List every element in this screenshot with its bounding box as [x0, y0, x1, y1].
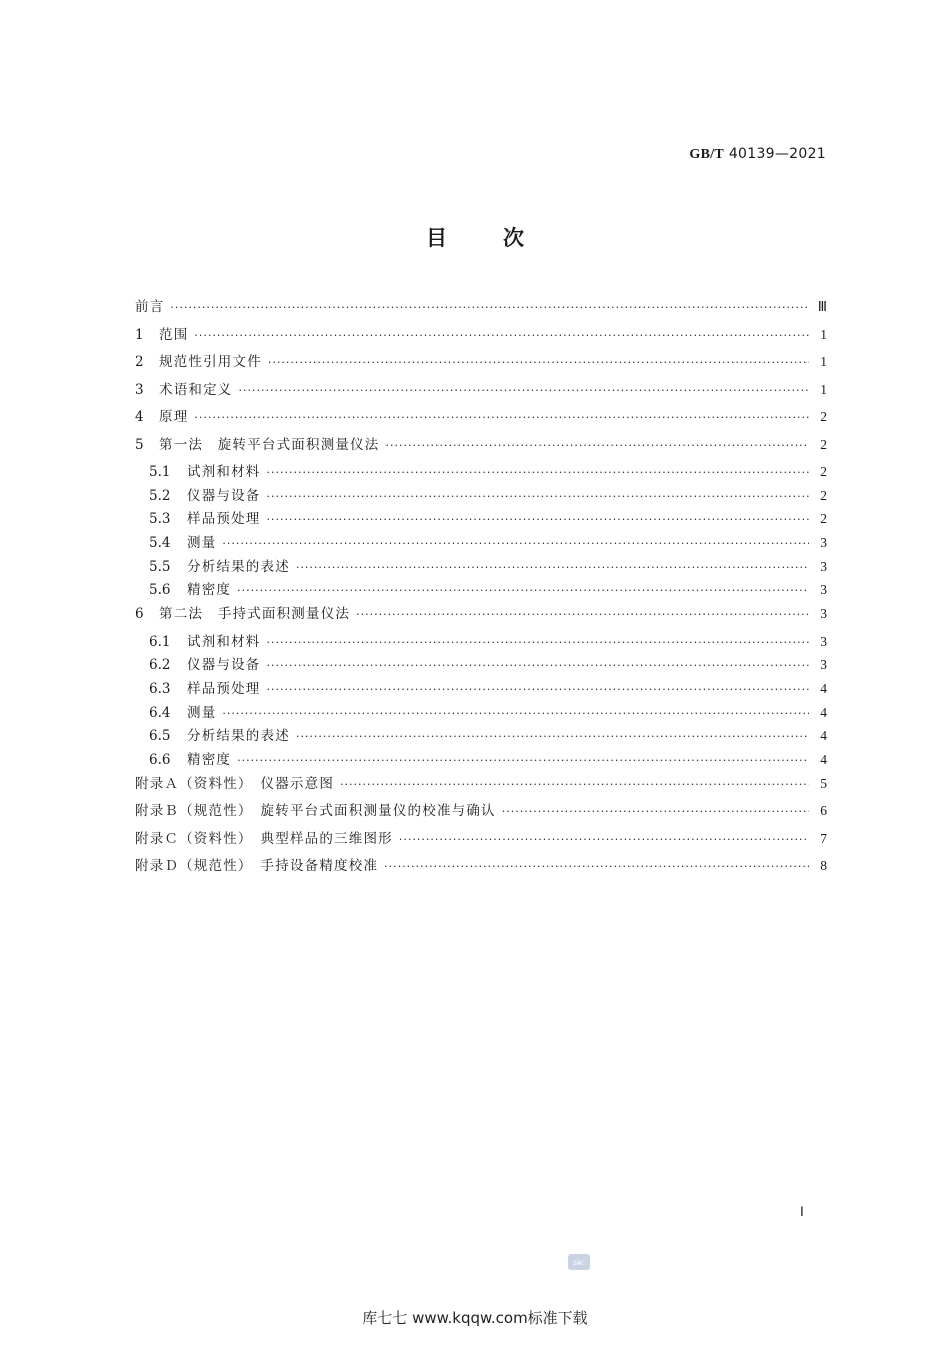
standard-code: 40139—2021 [728, 146, 826, 162]
toc-entry[interactable] [135, 508, 827, 532]
toc-entry-number: 4 [135, 409, 144, 425]
standard-prefix: GB/T [689, 147, 725, 162]
toc-entry-page: 6 [820, 803, 827, 819]
toc-entry-number: 5.6 [149, 582, 171, 599]
toc-entry-number: 6.3 [149, 681, 171, 697]
toc-leader-dots [194, 407, 809, 429]
toc-entry[interactable] [135, 725, 827, 749]
toc-entry-label: 附录Ｃ（资料性） 典型样品的三维图形 [135, 830, 393, 847]
toc-entry-number: 5.2 [149, 487, 171, 504]
toc-leader-dots [296, 726, 809, 748]
toc-entry-label: 附录Ｄ（规范性） 手持设备精度校准 [135, 858, 379, 875]
toc-entry-number: 1 [135, 326, 144, 343]
toc-entry-page: 4 [820, 681, 827, 696]
toc-leader-dots [386, 435, 810, 457]
toc-entry-label: 附录Ｂ（规范性） 旋转平台式面积测量仪的校准与确认 [135, 803, 496, 820]
toc-entry-label: 仪器与设备 [187, 657, 261, 674]
table-of-contents [135, 296, 827, 883]
toc-entry[interactable] [135, 434, 827, 462]
toc-entry-label: 试剂和材料 [187, 464, 261, 480]
toc-entry-page: 3 [820, 606, 827, 622]
toc-leader-dots [267, 632, 810, 654]
toc-entry-label: 测量 [187, 704, 217, 721]
toc-entry-number: 3 [135, 381, 144, 398]
toc-entry-number: 5 [135, 436, 144, 453]
toc-entry[interactable] [135, 532, 827, 556]
toc-entry-label: 样品预处理 [187, 511, 261, 528]
toc-leader-dots [237, 750, 809, 772]
toc-entry-label: 术语和定义 [159, 381, 233, 398]
toc-entry[interactable] [135, 749, 827, 773]
toc-entry[interactable] [135, 855, 827, 883]
toc-entry[interactable] [135, 631, 827, 655]
footer-download-note: 库七七 www.kqqw.com标准下载 [362, 1309, 588, 1327]
toc-leader-dots [384, 856, 809, 878]
toc-entry[interactable] [135, 461, 827, 485]
page-title [0, 222, 950, 252]
toc-entry-label: 附录Ａ（资料性） 仪器示意图 [135, 775, 335, 792]
toc-entry-page: 4 [820, 752, 827, 768]
toc-leader-dots [340, 774, 809, 796]
toc-entry[interactable] [135, 485, 827, 509]
title-char-2: 次 [503, 226, 524, 250]
toc-entry[interactable] [135, 800, 827, 828]
toc-entry-page: 4 [820, 728, 827, 744]
toc-entry-page: 2 [820, 409, 827, 424]
toc-entry-page: 2 [820, 436, 827, 452]
toc-leader-dots [296, 557, 809, 579]
toc-entry-label: 样品预处理 [187, 681, 261, 697]
toc-leader-dots [356, 604, 809, 626]
toc-entry-page: 2 [820, 464, 827, 479]
toc-entry-page: 8 [820, 858, 827, 874]
toc-leader-dots [267, 486, 810, 508]
toc-entry[interactable] [135, 324, 827, 352]
toc-entry-page: 3 [820, 582, 827, 598]
toc-entry-label: 规范性引用文件 [159, 354, 262, 370]
toc-entry-number: 2 [135, 354, 144, 370]
toc-entry[interactable] [135, 351, 827, 379]
toc-entry-page: 3 [820, 558, 827, 574]
toc-entry-label: 分析结果的表述 [187, 728, 290, 745]
toc-entry[interactable] [135, 579, 827, 603]
toc-entry-label: 测量 [187, 535, 217, 552]
toc-leader-dots [222, 533, 809, 555]
toc-entry[interactable] [135, 379, 827, 407]
toc-entry-page: 7 [820, 830, 827, 846]
toc-entry-label: 精密度 [187, 752, 232, 769]
toc-leader-dots [399, 829, 809, 851]
toc-entry-page: 5 [820, 775, 827, 791]
toc-leader-dots [267, 655, 810, 677]
toc-entry[interactable] [135, 603, 827, 631]
toc-entry-number: 5.3 [149, 511, 171, 528]
toc-leader-dots [222, 703, 809, 725]
toc-entry-page: 3 [820, 633, 827, 649]
standard-number [689, 146, 826, 163]
toc-leader-dots [237, 580, 809, 602]
toc-entry-label: 范围 [159, 326, 189, 343]
toc-entry-page: 4 [820, 704, 827, 720]
toc-entry-number: 6.6 [149, 752, 171, 769]
toc-entry-page: 1 [820, 326, 827, 342]
toc-leader-dots [268, 352, 809, 374]
svg-text:SAC: SAC [572, 1260, 586, 1267]
toc-entry[interactable] [135, 773, 827, 801]
toc-entry[interactable] [135, 678, 827, 702]
toc-entry-number: 6.2 [149, 657, 171, 674]
toc-entry-page: 1 [820, 354, 827, 369]
toc-entry-label: 前言 [135, 299, 165, 315]
toc-leader-dots [239, 380, 810, 402]
sac-logo-icon [567, 1252, 591, 1272]
toc-entry-page: 2 [820, 487, 827, 503]
toc-entry-number: 6.5 [149, 728, 171, 745]
toc-leader-dots [194, 325, 809, 347]
toc-entry-label: 原理 [159, 409, 189, 425]
toc-entry-number: 5.1 [149, 464, 171, 480]
toc-leader-dots [267, 462, 810, 484]
toc-leader-dots [502, 801, 809, 823]
toc-entry[interactable] [135, 406, 827, 434]
title-char-1: 目 [426, 226, 447, 250]
toc-entry-number: 6.4 [149, 704, 171, 721]
toc-leader-dots [170, 297, 809, 319]
toc-entry-label: 第一法 旋转平台式面积测量仪法 [159, 436, 380, 453]
toc-entry-number: 6 [135, 606, 144, 623]
toc-entry-label: 第二法 手持式面积测量仪法 [159, 606, 351, 623]
toc-entry[interactable] [135, 828, 827, 856]
toc-entry-label: 仪器与设备 [187, 487, 261, 504]
toc-entry-label: 精密度 [187, 582, 232, 599]
toc-entry-label: 试剂和材料 [187, 633, 261, 650]
toc-leader-dots [267, 509, 810, 531]
toc-entry-number: 6.1 [149, 633, 171, 650]
toc-entry[interactable] [135, 556, 827, 580]
toc-entry-page: Ⅲ [817, 299, 827, 314]
toc-entry-page: 3 [820, 535, 827, 551]
page-folio: Ⅰ [800, 1204, 804, 1219]
toc-entry[interactable] [135, 654, 827, 678]
toc-entry[interactable] [135, 702, 827, 726]
toc-entry-label: 分析结果的表述 [187, 558, 290, 575]
toc-leader-dots [267, 679, 810, 701]
toc-entry-page: 3 [820, 657, 827, 673]
toc-entry[interactable] [135, 296, 827, 324]
toc-entry-page: 1 [820, 381, 827, 397]
toc-entry-page: 2 [820, 511, 827, 527]
toc-entry-number: 5.4 [149, 535, 171, 552]
toc-entry-number: 5.5 [149, 558, 171, 575]
